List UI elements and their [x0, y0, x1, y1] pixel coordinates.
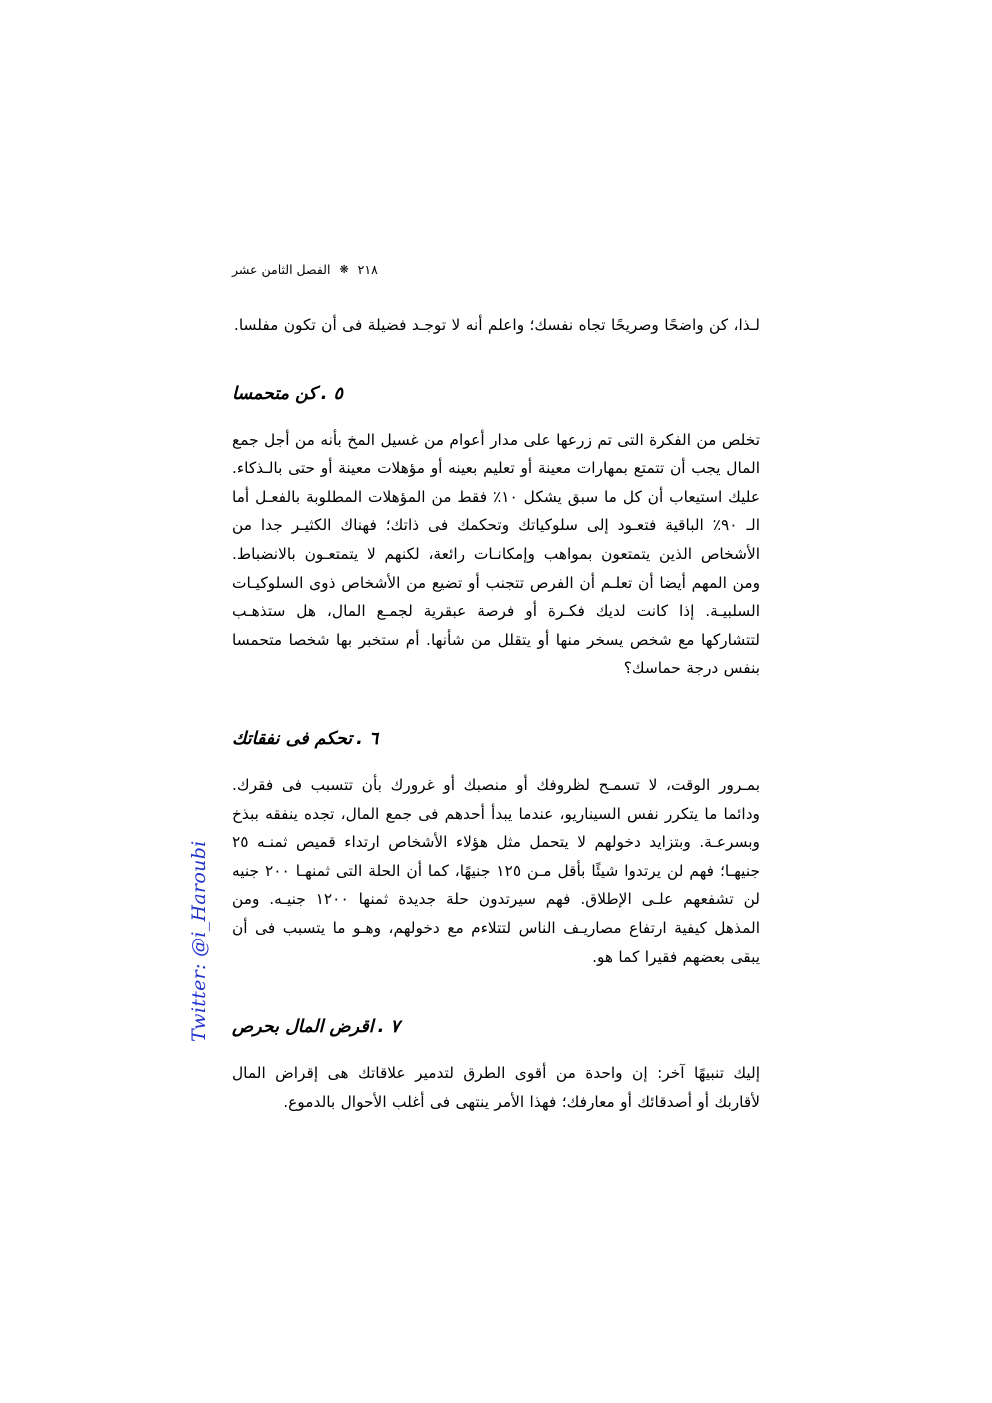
- paragraph-3: بمـرور الوقت، لا تسمـح لظروفك أو منصبك أو غرورك بأن تتسبب فى فقرك. ودائما ما يتكرر نفس السيناريو، عندما يبدأ أحدهم فى جمع المال، تجده ينفقه ببذخ وبسرعـة. وبتزايد دخولهم لا يتحمل مثل هؤلاء الأشخاص ارتداء قميص ثمنـه ٢٥ جنيهـا؛ فهم لن يرتدوا شيئًا بأقل مـن ١٢٥ جنيهًا، كما أن الحلة التى ثمنهـا ٢٠٠ جنيه لن تشفعهم علـى الإطلاق. فهم سيرتدون حلة جديدة ثمنها ١٢٠٠ جنيـه. ومن المذهل كيفية ارتفاع مصاريـف الناس لتتلاءم مع دخولهم، وهـو ما يتسبب فى أن يبقى بعضهم فقيرا كما هو.: [232, 775, 760, 966]
- heading-5: [232, 384, 760, 404]
- spacer: [232, 683, 760, 729]
- running-header: [232, 262, 760, 277]
- page-number: ٢١٨: [357, 262, 378, 277]
- heading-5-number: ٥ .: [320, 383, 343, 404]
- spacer: [232, 971, 760, 1017]
- watermark: [188, 840, 214, 1042]
- spacer: [232, 749, 760, 771]
- spacer: [232, 404, 760, 426]
- chapter-title: الفصل الثامن عشر: [232, 262, 331, 277]
- heading-6-text: تحكم فى نفقاتك: [232, 728, 353, 749]
- heading-6-number: ٦ .: [356, 728, 379, 749]
- heading-5-text: كن متحمسا: [232, 383, 317, 404]
- running-header-inner: [232, 262, 378, 277]
- watermark-text: Twitter: @i_Haroubi: [188, 840, 210, 1042]
- paragraph-4: إليك تنبيهًا آخر: إن واحدة من أقوى الطرق لتدمير علاقاتك هى إقراض المال لأقاربك أو أصدقائك أو معارفك؛ فهذا الأمر ينتهى فى أغلب الأحوال بالدموع.: [232, 1064, 760, 1111]
- spacer: [232, 1037, 760, 1059]
- heading-6: [232, 729, 760, 749]
- heading-7-text: اقرض المال بحرص: [232, 1017, 374, 1038]
- spacer: [232, 340, 760, 384]
- header-ornament-icon: ❋: [339, 263, 349, 276]
- heading-7-number: ٧ .: [377, 1017, 400, 1038]
- paragraph-2: تخلص من الفكرة التى تم زرعها على مدار أعوام من غسيل المخ بأنه من أجل جمع المال يجب أن تتمتع بمهارات معينة أو تعليم بعينه أو مؤهلات معينة أو حتى بالـذكاء. عليك استيعاب أن كل ما سبق يشكل ١٠٪ فقط من المؤهلات المطلوبة بالفعـل أما الـ ٩٠٪ الباقية فتعـود إلى سلوكياتك وتحكمك فى ذاتك؛ فهناك الكثيـر جدا من الأشخاص الذين يتمتعون بمواهب وإمكانـات رائعة، لكنهم لا يتمتعـون بالانضباط. ومن المهم أيضا أن تعلـم أن الفرص تتجنب أو تضيع من الأشخاص ذوى السلوكيـات السلبيـة. إذا كانت لديك فكـرة أو فرصة عبقرية لجمـع المال، هل ستذهـب لتتشاركها مع شخص يسخر منها أو يتقلل من شأنها. أم ستخبر بها شخصا متحمسا بنفس درجة حماسك؟: [232, 430, 760, 678]
- page-content-column: [232, 262, 760, 1116]
- paragraph-1: لـذا، كن واضحًا وصريحًا تجاه نفسك؛ واعلم أنه لا توجـد فضيلة فى أن تكون مفلسا.: [233, 316, 760, 334]
- heading-7: [232, 1017, 760, 1037]
